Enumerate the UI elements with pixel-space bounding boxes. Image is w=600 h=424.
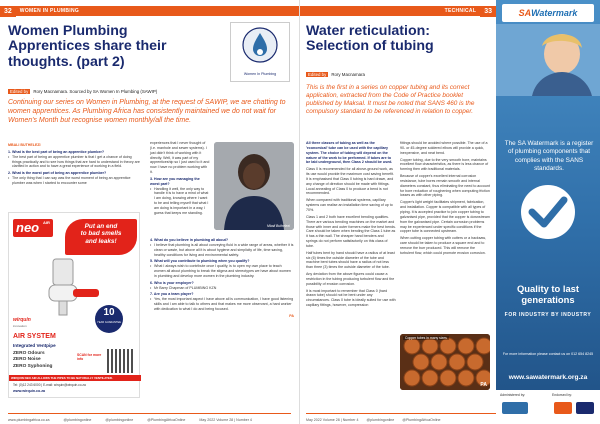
- question-1: 1. What is the best part of being an apprentice plumber?: [8, 149, 105, 154]
- byline-text: Rory Macnamara. Sourced by SA Women In Plumbing (SAWIP): [33, 89, 158, 94]
- zero-syphoning: ZERO Syphoning: [13, 363, 53, 369]
- ad-slogan: FOR INDUSTRY BY INDUSTRY: [504, 312, 592, 318]
- standfirst: This is the first in a series on copper tubing and its correct application, extracted from the Code of Practice booklet published by Maksal. It must be noted that SANS 460 is the compulsory standard to be referenced in relation to copper.: [306, 84, 475, 115]
- answer-3: • Handling it well, the only way to handle it is to have a mind of what I am doing, knowing where I want to be and telling myself that what I am doing is important in a way, I guess that keeps me standing.: [150, 187, 210, 216]
- wirquin-sub: innovation: [13, 324, 27, 328]
- column-2-bottom: [150, 236, 294, 319]
- byline: [8, 89, 157, 94]
- logo-icon: [231, 23, 289, 67]
- section-label: WOMEN IN PLUMBING: [19, 8, 80, 14]
- women-in-plumbing-logo: [230, 22, 290, 82]
- wirquin-logo: wirquin: [13, 317, 31, 323]
- air-system-title: AIR SYSTEM: [13, 333, 56, 340]
- paragraph-1: Class 0 is recommended for all above-ground work, as its use would provide the maximum cost saving benefit. It is emphasised that Class 0 tubing is hard drawn, and any change of direction should be made with fittings. Local annealing of Class 0 to produce a bend is not recommended.: [306, 167, 394, 196]
- photo-caption: Copper tubes in many sizes: [405, 336, 447, 340]
- question-3: 3. How are you managing the worst part?: [150, 176, 200, 186]
- logo-watermark: Watermark: [531, 8, 578, 18]
- column-2-top: [150, 141, 210, 218]
- answer-6: • Mr Barry Chapman of PLUMBING KZN: [150, 286, 294, 291]
- end-mark: PA: [289, 313, 294, 318]
- column-1: [8, 141, 140, 188]
- title-line-1: Women Plumbing: [8, 23, 128, 39]
- ad-footline: WIRQUIN NEO AIR ALLOWS THE PIPES TO BE NATURALLY VENTILATED.: [9, 375, 141, 381]
- title-line-2: Apprentices share their: [8, 38, 167, 55]
- title-line-1: Water reticulation:: [306, 23, 431, 39]
- endorser-logo-icon: [554, 402, 572, 414]
- tagline-3: and leaks!: [85, 237, 117, 245]
- tagline-1: Put an end: [84, 223, 118, 230]
- neo-logo: [13, 219, 53, 237]
- paragraph-8: Copper tubing, due to the very smooth bore, maintains excellent flow characteristics, as there is less chance of forming then with traditional materials.: [400, 157, 489, 172]
- scan-label: SCAN for more info: [77, 353, 102, 361]
- guarantee-badge: [95, 305, 123, 333]
- copper-tubes-icon: [400, 334, 490, 390]
- paragraph-3: Class 1 and 2 both have excellent bending qualities. There are various bending machines on the market and those with inner and outer formers make the best bends. Care should be taken when bending the Class 1 tube as it has a thin wall. The cheaper hand benders and springs do not perform satisfactorily on this class of tube.: [306, 214, 396, 248]
- article-title: [306, 24, 494, 55]
- air-system-sub: Integrated Ventpipe: [13, 343, 56, 348]
- administrator-logo-icon: [502, 402, 528, 414]
- byline: [306, 72, 365, 77]
- footer-instagram[interactable]: @plumbingonline: [105, 418, 134, 422]
- badge-text: YEAR GUARANTEE: [97, 321, 121, 324]
- copper-tubes-photo: [400, 334, 490, 390]
- badge-number: 10: [103, 307, 115, 318]
- ad-url[interactable]: www.sawatermark.org.za: [508, 374, 588, 381]
- question-6: 6. Who is your employer?: [150, 280, 194, 285]
- answer-7: • Yes, the most important aspect I have above all is communication, I have good listening skills and I am able to talk to others and that makes me more observant, a hard worker with dedication to what I do and being focused.: [150, 297, 294, 312]
- footer-issue: May 2022 Volume 28 | Number 4: [199, 418, 252, 422]
- page-footer: [8, 418, 252, 422]
- column-2: [400, 141, 490, 258]
- zero-noise: ZERO Noise: [13, 357, 41, 363]
- paragraph-2: When compared with traditional systems, capillary systems can realise an installation time saving of up to 70%.: [306, 198, 393, 212]
- paragraph-4: Half tubes bent by hand should have a radius of at least six (6) times the outside diameter of the tube and machine bent tubes should have a radius of not less than three (3) times the outside diameter of the tube.: [306, 250, 395, 270]
- portrait-icon: [214, 142, 294, 230]
- paragraph-6: It is most important to remember that Class 0 (hard drawn tube) should not be bent under any circumstances. Class 0 tube is ideally suited for use with capillary fittings, however, compression: [306, 288, 396, 308]
- footer-facebook[interactable]: @PlumbingAfricaOnline: [402, 418, 441, 422]
- page-number: 32: [0, 6, 16, 17]
- paragraph-11: When cutting copper tubing with cutters or a hacksaw, care should be taken to produce a square end and to remove the burr produced. This will remove the turbulent flow, which could promote erosion corrosion.: [400, 236, 486, 255]
- child-photo-icon: [496, 24, 600, 96]
- article-title: [8, 24, 218, 70]
- footer-issue: May 2022 Volume 28 | Number 4: [306, 418, 359, 422]
- paragraph-9: Because of copper's excellent internal corrosion resistance, tube bores remain smooth and internal diameters constant, thus eliminating the need to account for bore reduction of roughening when computing friction losses as with other piping.: [400, 174, 490, 198]
- tagline-bubble: [65, 219, 137, 255]
- ad-contact: Tel: (0)12 243 6000 | E-mail: wirquin@wirquin.co.za: [13, 383, 86, 387]
- lead-paragraph: All three classes of tubing as well as the 'economical' tube can be used with the capillary system. The choice of tubing will depend on the nature of the work to be performed. If tubes are to be laid underground, then Class 2 should be used.: [306, 141, 393, 165]
- answer-5: • What I always wish to contribute once I qualify, is to open my own place to teach women all about plumbing to break the stigma and stereotypes we have about women in plumbing and develop more women in the plumbing industry.: [150, 264, 294, 279]
- page-header: [300, 6, 496, 16]
- ad-footer: [496, 390, 600, 424]
- column-1: [306, 141, 396, 310]
- ad-contact: For more information please contact us on 012 654 8245: [502, 352, 594, 356]
- photo-caption: Mbali Buthelezi: [267, 224, 290, 228]
- footer-facebook[interactable]: @PlumbingAfricaOnline: [147, 418, 186, 422]
- footer-website[interactable]: www.plumbingafrica.co.za: [8, 418, 50, 422]
- byline-tag: Edited by: [308, 72, 327, 77]
- section-label: TECHNICAL: [444, 8, 477, 14]
- answer-2-continued: experiences that I never thought of (i.e. manhole and sewer systems). I just didn't think of working with it directly. Well, it was part of my apprenticeship so I just used to it and now I have no problem working with it.: [150, 141, 210, 175]
- logo-caption: Women In Plumbing: [243, 72, 277, 76]
- standfirst: Continuing our series on Women in Plumbing, at the request of SAWIP, we are chatting to women apprentices. As Plumbing Africa has consistently maintained we do not wait for Women's Month but recognise women monthly/all the time.: [8, 99, 286, 124]
- page-header: [0, 6, 299, 16]
- page-number: 33: [480, 6, 496, 17]
- footer-twitter[interactable]: @plumbingonline: [63, 418, 92, 422]
- question-5: 5. What will you contribute to plumbing when you qualify?: [150, 259, 250, 264]
- byline-tag: Edited by: [10, 89, 29, 94]
- administered-by: Administered by:: [500, 393, 526, 397]
- trap-product-icon: [23, 257, 103, 317]
- ad-headline: Quality to last generations: [517, 283, 579, 305]
- answer-2: • The only thing that I can say was the worst moment of being an apprentice plumber was when I started to encounter some: [8, 176, 140, 186]
- question-7: 7. Are you a team player?: [150, 292, 194, 297]
- title-line-2: Selection of tubing: [306, 38, 434, 55]
- title-line-3: thoughts. (part 2): [8, 53, 125, 70]
- neo-brand-sup: AIR: [43, 220, 50, 225]
- paragraph-7: fittings should be avoided where possible. The use of a 90- or 45-degree soldered elbow will provide a quick, inexpensive, and neat bend.: [400, 141, 488, 155]
- endorser-logo-2-icon: [576, 402, 594, 414]
- neo-brand: neo: [16, 220, 40, 235]
- end-mark: PA: [480, 382, 487, 388]
- logo-sa: SA: [518, 8, 532, 18]
- sa-watermark-advertisement[interactable]: [496, 0, 600, 424]
- endorsed-by: Endorsed by:: [552, 393, 572, 397]
- paragraph-10: Copper's light weight facilitates shipment, fabrication, and installation. Copper is compatible with all types of piping. It is accepted practice to join copper tubing to galvanised pipe, provided that the copper is downstream from the galvanised pipe. Certain corrosion problems may be experienced under specific conditions if the copper tube is connected upstream.: [400, 200, 490, 234]
- answer-4: • I believe that plumbing is all about conveying fluid in a wide range of areas, whether it is clean or waste, but above all it is about hygiene and simplicity of life, time saving, healthy conditions for living and environmental safety.: [150, 243, 294, 258]
- byline-text: Rory Macnamara: [331, 72, 365, 77]
- paragraph-5: Any deviation from the above figures could cause a restriction in the tubing producing turbulent flow and the possibility of erosion corrosion.: [306, 272, 395, 286]
- sa-watermark-logo: [502, 4, 594, 22]
- zero-list: [13, 351, 52, 370]
- wirquin-advertisement[interactable]: [8, 212, 140, 398]
- ad-description: The SA Watermark is a register of plumbing components that complies with the SANS standards.: [504, 140, 594, 172]
- page-right: [300, 0, 496, 424]
- ad-web[interactable]: www.wirquin.co.za: [13, 389, 46, 393]
- question-4: 4. What do you believe in plumbing all about?: [150, 238, 229, 242]
- footer-rule: [8, 413, 291, 414]
- zero-odours: ZERO Odours: [13, 351, 45, 356]
- qr-code-icon[interactable]: [107, 349, 135, 373]
- question-2: 2. What is the worst part of being an apprentice plumber?: [8, 171, 107, 176]
- footer-rule: [306, 413, 496, 414]
- interviewee-photo: [214, 142, 294, 230]
- interviewee-name: MBALI BUTHELEZI: [8, 143, 41, 147]
- tagline-2: to bad smells: [80, 230, 122, 238]
- footer-twitter[interactable]: @plumbingonline: [366, 418, 395, 422]
- page-footer: [306, 418, 441, 422]
- watermark-check-icon: [518, 182, 578, 242]
- answer-1: • The best part of being an apprentice plumber is that I get a chance of doing things practically and to see how things that are hard to understand in theory are clarified in action and to have a great experience of working in a field.: [8, 155, 140, 170]
